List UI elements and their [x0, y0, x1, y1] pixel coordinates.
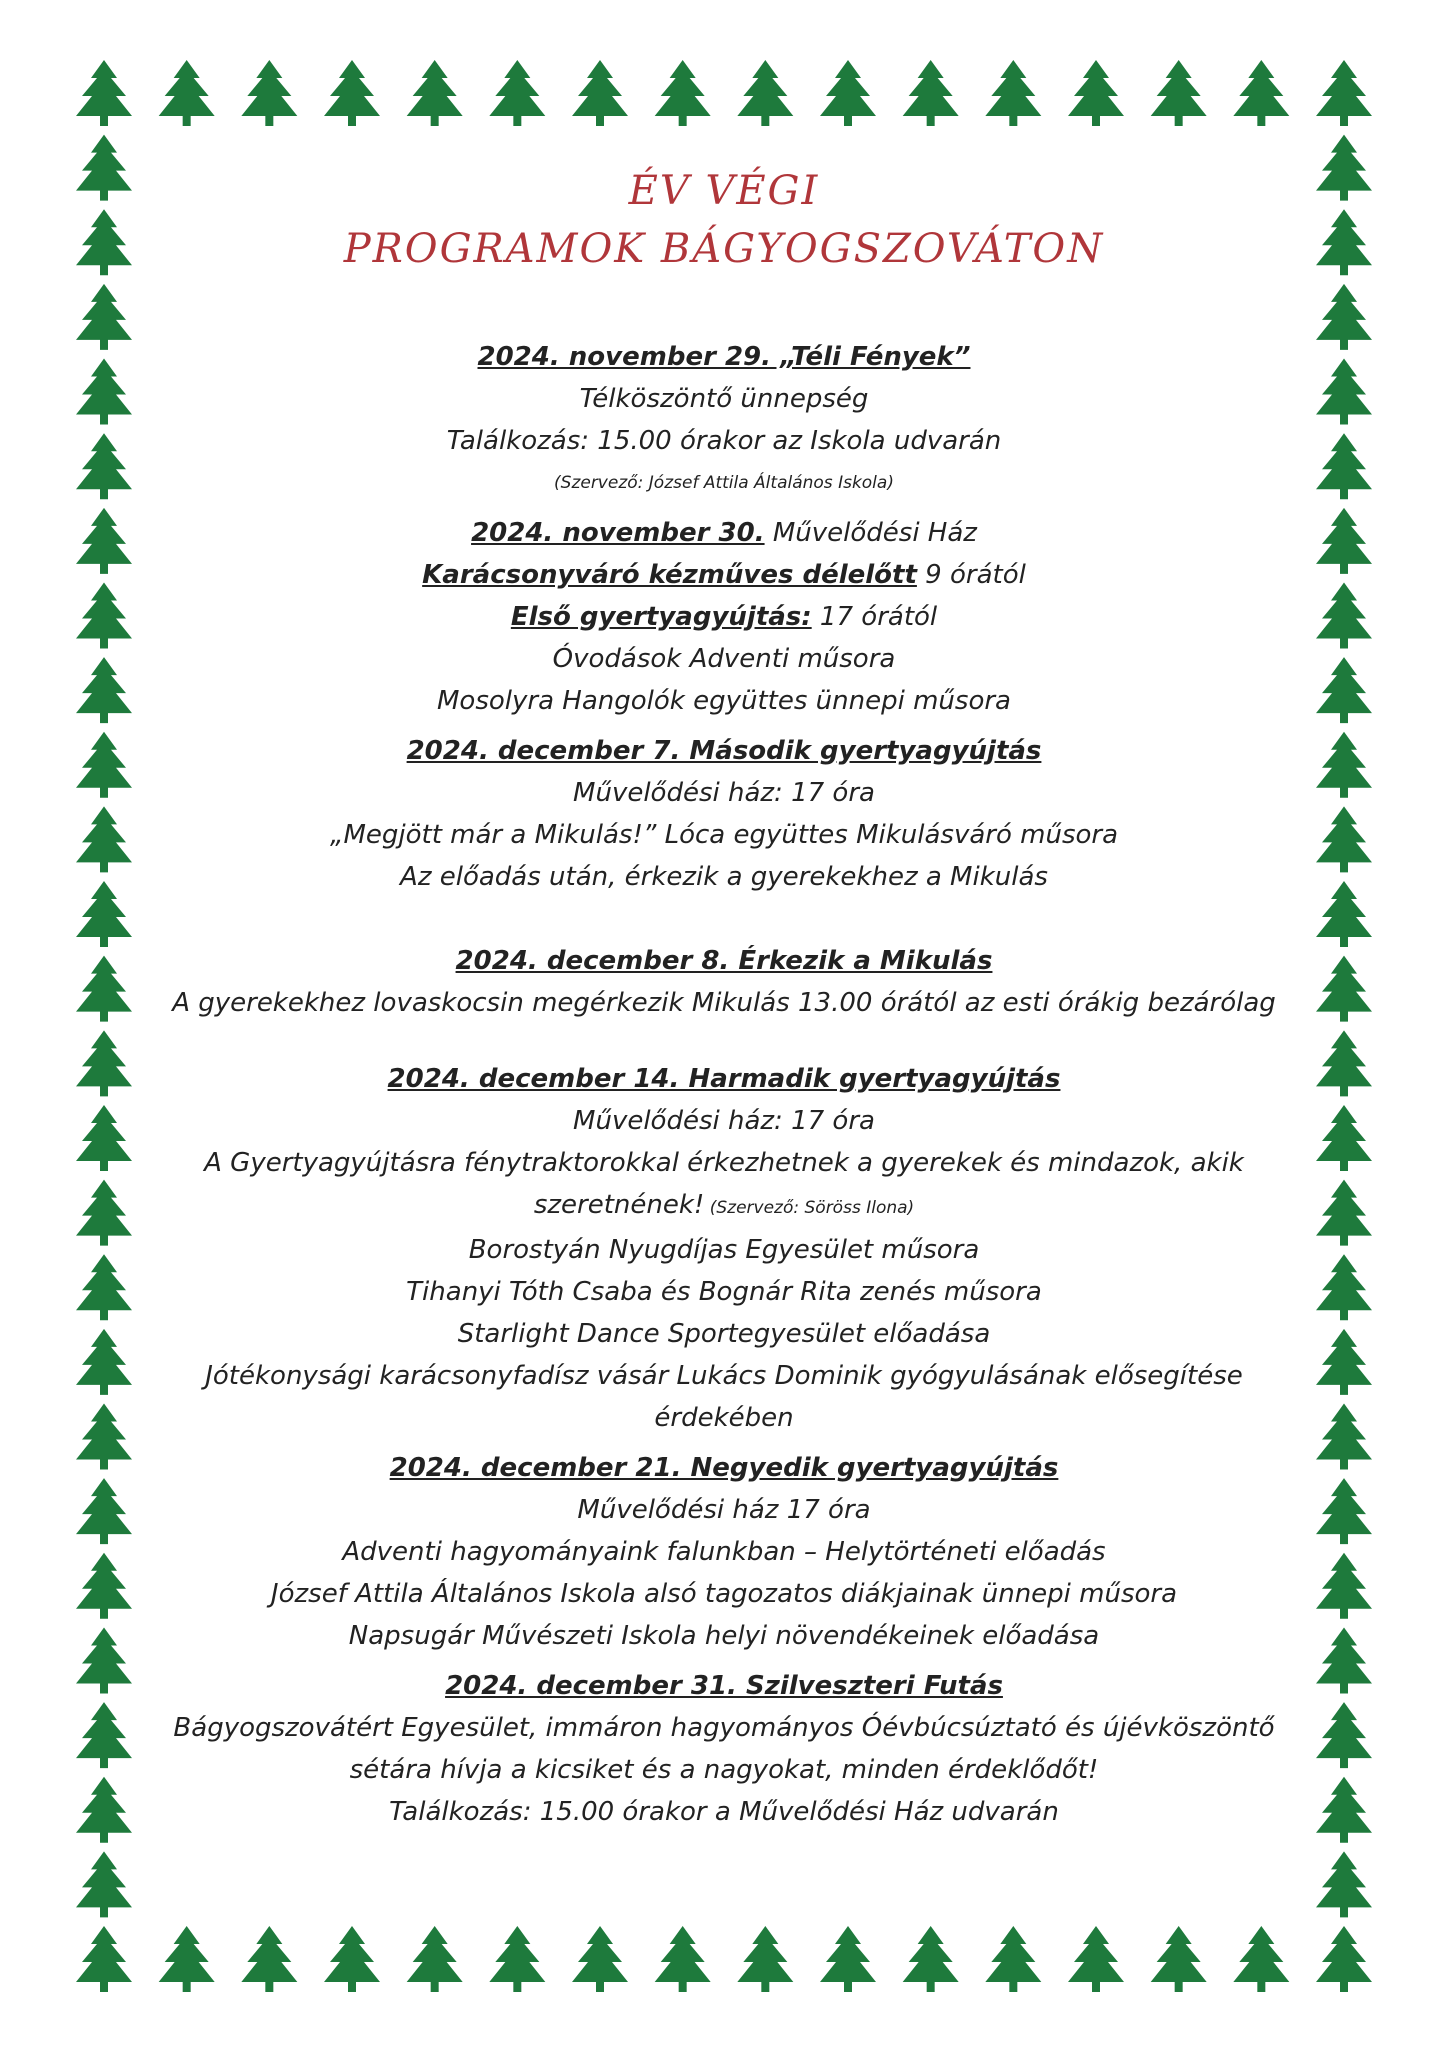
tree-icon: [489, 60, 545, 126]
event-line: „Megjött már a Mikulás!” Lóca együttes Mikulásváró műsora: [329, 820, 1119, 850]
program-list: [140, 336, 1308, 1833]
tree-icon: [1316, 956, 1372, 1022]
tree-icon: [76, 433, 132, 499]
tree-icon: [76, 359, 132, 425]
tree-icon: [1316, 582, 1372, 648]
tree-icon: [1316, 1478, 1372, 1544]
event-heading: 2024. november 30.: [471, 518, 765, 548]
tree-icon: [76, 1777, 132, 1843]
tree-icon: [407, 1926, 463, 1992]
tree-icon: [76, 1254, 132, 1320]
tree-icon: [1316, 732, 1372, 798]
tree-icon: [1316, 284, 1372, 350]
event-line: Művelődési ház: 17 óra: [573, 1106, 875, 1136]
tree-icon: [76, 1105, 132, 1171]
sub-heading: Karácsonyváró kézműves délelőtt: [422, 560, 917, 590]
event-nov30: [140, 512, 1308, 722]
tree-icon: [655, 60, 711, 126]
tree-icon: [1316, 1329, 1372, 1395]
tree-icon: [159, 1926, 215, 1992]
event-line: A Gyertyagyújtásra fénytraktorokkal érkezhetnek a gyerekek és mindazok, akik: [204, 1148, 1244, 1178]
event-line: Tihanyi Tóth Csaba és Bognár Rita zenés műsora: [406, 1277, 1042, 1307]
event-time: 17 órától: [811, 602, 938, 632]
tree-icon: [1316, 806, 1372, 872]
tree-icon: [655, 1926, 711, 1992]
event-dec14: [140, 1058, 1308, 1439]
tree-icon: [1316, 1926, 1372, 1992]
tree-icon: [1233, 60, 1289, 126]
tree-icon: [1151, 1926, 1207, 1992]
event-heading: 2024. december 21. Negyedik gyertyagyújtás: [389, 1453, 1059, 1483]
event-line: Adventi hagyományaink falunkban – Helytörténeti előadás: [342, 1537, 1106, 1567]
tree-icon: [1316, 1702, 1372, 1768]
event-heading: 2024. november 29. „Téli Fények”: [477, 342, 971, 372]
event-line: érdekében: [654, 1403, 794, 1433]
tree-icon: [820, 1926, 876, 1992]
title-line-1: ÉV VÉGI: [628, 168, 820, 214]
tree-icon: [1068, 60, 1124, 126]
tree-icon: [76, 732, 132, 798]
tree-icon: [1316, 1254, 1372, 1320]
tree-icon: [241, 1926, 297, 1992]
tree-icon: [76, 284, 132, 350]
tree-icon: [1233, 1926, 1289, 1992]
tree-icon: [76, 1329, 132, 1395]
tree-icon: [76, 1553, 132, 1619]
event-dec31: [140, 1665, 1308, 1833]
tree-icon: [903, 60, 959, 126]
event-line: Borostyán Nyugdíjas Egyesület műsora: [468, 1235, 980, 1265]
event-line: Az előadás után, érkezik a gyerekekhez a Mikulás: [400, 862, 1048, 892]
organizer-note: (Szervező: József Attila Általános Iskola): [554, 473, 894, 493]
tree-icon: [76, 1702, 132, 1768]
tree-icon: [407, 60, 463, 126]
title-line-2: PROGRAMOK BÁGYOGSZOVÁTON: [343, 226, 1105, 272]
tree-icon: [76, 1478, 132, 1544]
event-heading: 2024. december 14. Harmadik gyertyagyújtás: [387, 1064, 1061, 1094]
organizer-note: (Szervező: Söröss Ilona): [704, 1198, 915, 1218]
event-dec8: [140, 940, 1308, 1024]
tree-icon: [737, 60, 793, 126]
event-line: Művelődési ház: 17 óra: [573, 778, 875, 808]
event-line: sétára hívja a kicsiket és a nagyokat, minden érdeklődőt!: [349, 1755, 1099, 1785]
tree-icon: [76, 135, 132, 201]
event-heading: 2024. december 7. Második gyertyagyújtás: [406, 736, 1042, 766]
tree-icon: [76, 60, 132, 126]
tree-icon: [1068, 1926, 1124, 1992]
tree-icon: [1316, 1553, 1372, 1619]
event-line: Jótékonysági karácsonyfadísz vásár Lukács Dominik gyógyulásának elősegítése: [205, 1361, 1243, 1391]
tree-icon: [76, 1926, 132, 1992]
event-line: Óvodások Adventi műsora: [552, 644, 896, 674]
tree-icon: [1316, 1105, 1372, 1171]
event-line: szeretnének!: [533, 1190, 705, 1220]
tree-icon: [1316, 1404, 1372, 1470]
tree-icon: [76, 1627, 132, 1693]
tree-icon: [76, 1030, 132, 1096]
tree-icon: [1316, 135, 1372, 201]
tree-icon: [1316, 359, 1372, 425]
tree-icon: [1316, 508, 1372, 574]
event-line: Napsugár Művészeti Iskola helyi növendékeinek előadása: [348, 1621, 1100, 1651]
tree-icon: [737, 1926, 793, 1992]
event-line: Télköszöntő ünnepség: [579, 384, 869, 414]
tree-icon: [1316, 1030, 1372, 1096]
event-line: A gyerekekhez lovaskocsin megérkezik Mikulás 13.00 órától az esti órákig bezárólag: [172, 988, 1276, 1018]
tree-icon: [76, 209, 132, 275]
tree-icon: [76, 1180, 132, 1246]
event-line: Starlight Dance Sportegyesület előadása: [457, 1319, 991, 1349]
tree-icon: [489, 1926, 545, 1992]
tree-icon: [324, 60, 380, 126]
tree-icon: [1316, 1627, 1372, 1693]
event-heading: 2024. december 31. Szilveszteri Futás: [445, 1671, 1003, 1701]
event-line: Találkozás: 15.00 órakor a Művelődési Ház udvarán: [389, 1797, 1059, 1827]
tree-icon: [1316, 881, 1372, 947]
tree-icon: [324, 1926, 380, 1992]
tree-icon: [241, 60, 297, 126]
tree-icon: [76, 1851, 132, 1917]
tree-icon: [903, 1926, 959, 1992]
tree-icon: [1151, 60, 1207, 126]
tree-icon: [1316, 1851, 1372, 1917]
tree-icon: [76, 657, 132, 723]
tree-icon: [985, 60, 1041, 126]
tree-icon: [76, 806, 132, 872]
tree-icon: [76, 1404, 132, 1470]
tree-icon: [1316, 433, 1372, 499]
event-line: Találkozás: 15.00 órakor az Iskola udvarán: [446, 426, 1002, 456]
event-time: 9 órától: [916, 560, 1026, 590]
tree-icon: [76, 956, 132, 1022]
tree-icon: [1316, 209, 1372, 275]
event-line: Művelődési ház 17 óra: [577, 1495, 871, 1525]
event-line: József Attila Általános Iskola alsó tagozatos diákjainak ünnepi műsora: [270, 1579, 1178, 1609]
tree-icon: [1316, 1777, 1372, 1843]
event-line: Mosolyra Hangolók együttes ünnepi műsora: [437, 686, 1011, 716]
tree-icon: [159, 60, 215, 126]
event-nov29: [140, 336, 1308, 504]
event-heading: 2024. december 8. Érkezik a Mikulás: [455, 946, 993, 976]
tree-icon: [1316, 60, 1372, 126]
tree-icon: [572, 60, 628, 126]
tree-icon: [76, 881, 132, 947]
sub-heading: Első gyertyagyújtás:: [510, 602, 812, 632]
tree-icon: [76, 508, 132, 574]
tree-icon: [76, 582, 132, 648]
event-line: Bágyogszovátért Egyesület, immáron hagyományos Óévbúcsúztató és újévköszöntő: [173, 1713, 1275, 1743]
event-dec21: [140, 1447, 1308, 1657]
event-dec7: [140, 730, 1308, 898]
tree-icon: [820, 60, 876, 126]
tree-icon: [985, 1926, 1041, 1992]
tree-icon: [572, 1926, 628, 1992]
tree-icon: [1316, 657, 1372, 723]
tree-icon: [1316, 1180, 1372, 1246]
event-venue: Művelődési Ház: [764, 518, 977, 548]
